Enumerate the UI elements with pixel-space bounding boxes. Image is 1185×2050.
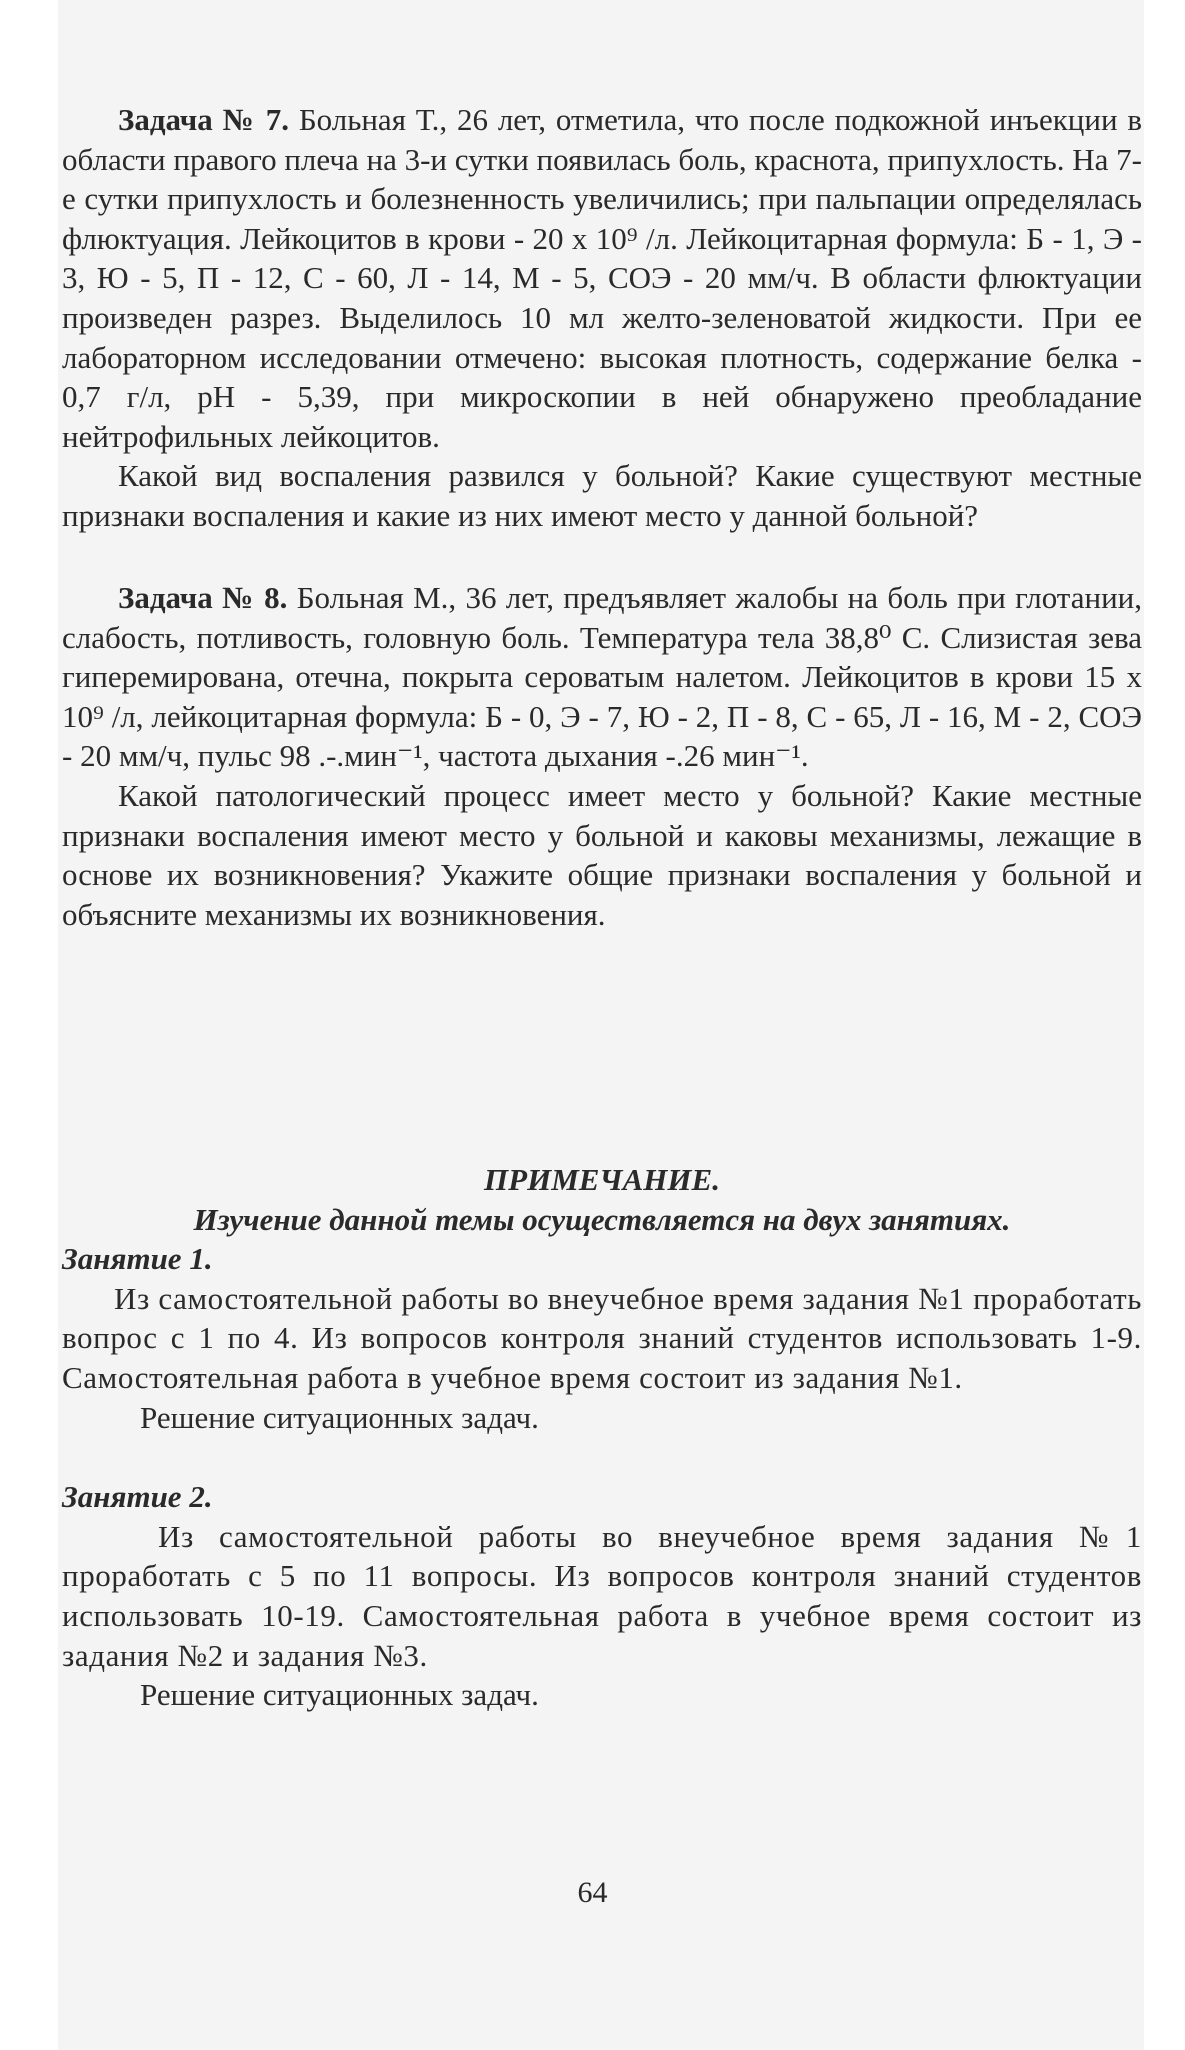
session-1-text: Из самостоятельной работы во внеучебное время задания №1 проработать вопрос с 1 по 4. Из вопросов контроля знаний студентов использовать 1-9. Самостоятельная работа в учебное время состоит из задания №1. [62, 1280, 1142, 1395]
note-title: ПРИМЕЧАНИЕ. [484, 1162, 720, 1197]
problem-7-question: Какой вид воспаления развился у больной? Какие существуют местные признаки воспаления и какие из них имеют место у данной больной? [62, 458, 1142, 533]
session-2-solution: Решение ситуационных задач. [140, 1677, 539, 1713]
note-subtitle: Изучение данной темы осуществляется на двух занятиях. [193, 1201, 1011, 1237]
problem-7 [62, 100, 1142, 536]
page-number: 64 [577, 1876, 608, 1909]
session-1-heading: Занятие 1. [62, 1241, 213, 1277]
problem-8 [62, 578, 1142, 934]
problem-8-label: Задача № 8. [118, 580, 288, 615]
note-section [62, 1160, 1142, 1715]
problem-8-text-block [62, 578, 1142, 776]
session-gap [62, 1437, 1142, 1477]
problem-7-text: Больная Т., 26 лет, отметила, что после подкожной инъекции в области правого плеча на 3-и сутки появилась боль, краснота, припухлость. На 7-е сутки припухлость и болезненность увеличились; при пальпации определялась флюктуация. Лейкоцитов в крови - 20 х 10⁹ /л. Лейкоцитарная формула: Б - 1, Э - 3, Ю - 5, П - 12, С - 60, Л - 14, М - 5, СОЭ - 20 мм/ч. В области флюктуации произведен разрез. Выделилось 10 мл желто-зеленоватой жидкости. При ее лабораторном исследовании отмечено: высокая плотность, содержание белка - 0,7 г/л, рН - 5,39, при микроскопии в ней обнаружено преобладание нейтрофильных лейкоцитов. [62, 102, 1143, 454]
problem-7-text-block [62, 100, 1142, 456]
session-2-text: Из самостоятельной работы во внеучебное время задания №1 проработать с 5 по 11 вопросы. Из вопросов контроля знаний студентов использовать 10-19. Самостоятельная работа в учебное время состоит из задания №2 и задания №3. [62, 1518, 1142, 1673]
problem-7-label: Задача № 7. [118, 102, 289, 137]
session-1-solution: Решение ситуационных задач. [140, 1399, 539, 1435]
problem-8-text: Больная М., 36 лет, предъявляет жалобы на боль при глотании, слабость, потливость, головную боль. Температура тела 38,8⁰ С. Слизистая зева гиперемирована, отечна, покрыта сероватым налетом. Лейкоцитов в крови 15 х 10⁹ /л, лейкоцитарная формула: Б - 0, Э - 7, Ю - 2, П - 8, С - 65, Л - 16, М - 2, СОЭ - 20 мм/ч, пульс 98 .-.мин⁻¹, частота дыхания -.26 мин⁻¹. [62, 580, 1143, 774]
problem-8-question: Какой патологический процесс имеет место у больной? Какие местные признаки воспаления имеют место у больной и каковы механизмы, лежащие в основе их возникновения? Укажите общие признаки воспаления у больной и объясните механизмы их возникновения. [62, 777, 1142, 932]
session-2-heading: Занятие 2. [62, 1479, 213, 1515]
